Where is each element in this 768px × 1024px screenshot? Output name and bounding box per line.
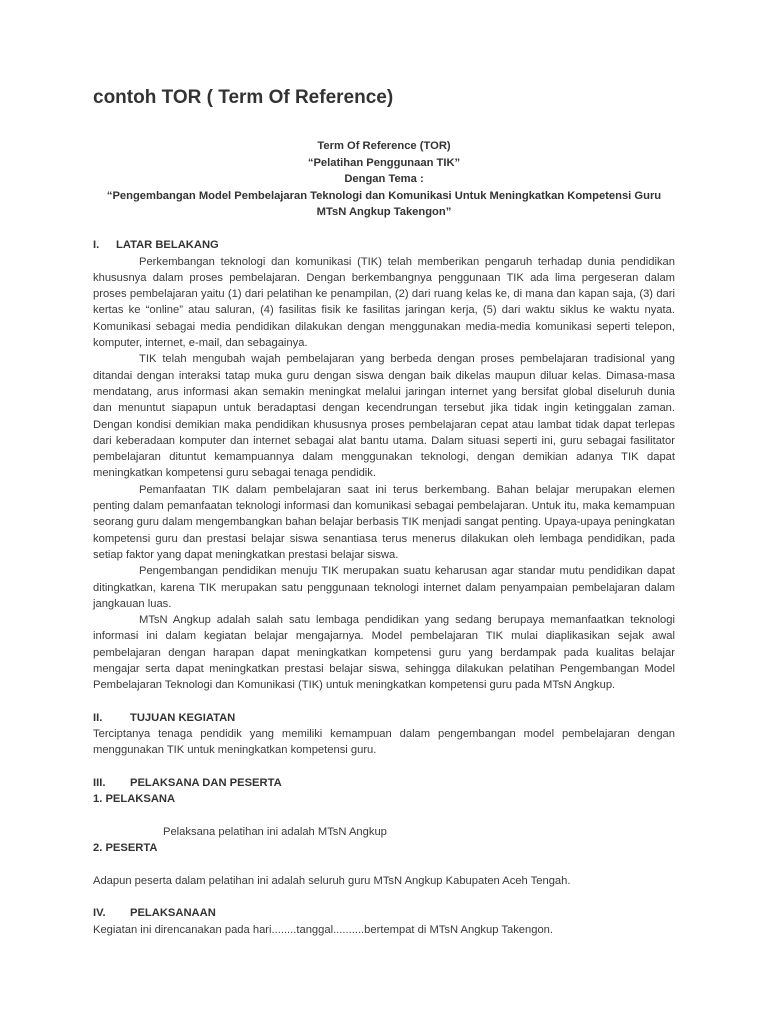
paragraph: Perkembangan teknologi dan komunikasi (TIK) telah memberikan pengaruh terhadap dunia pendidikan khususnya dalam proses pembelajaran. Dengan berkembangnya penggunaan TIK ada lima pergeseran dalam proses pembelajaran yaitu (1) dari pelatihan ke penampilan, (2) dari ruang kelas ke, di mana dan kapan saja, (3) dari kertas ke “online” atau saluran, (4) fasilitas fisik ke fasilitas jaringan kerja, (5) dari waktu siklus ke waktu nyata. Komunikasi sebagai media pendidikan dilakukan dengan menggunakan media-media komunikasi seperti telepon, komputer, internet, e-mail, dan sebagainya. <box>93 255 675 350</box>
section-number: I. <box>93 238 100 251</box>
section-heading-tujuan-kegiatan <box>93 710 675 727</box>
section-number: IV. <box>93 907 106 920</box>
section-heading-pelaksana-dan-peserta <box>93 775 675 792</box>
paragraph: Pengembangan pendidikan menuju TIK merupakan suatu keharusan agar standar mutu pendidikan dapat ditingkatkan, karena TIK merupakan satu penggunaan teknologi internet dalam penyampaian pembelajaran dalam jangkauan luas. <box>93 565 675 610</box>
paragraph: Terciptanya tenaga pendidik yang memiliki kemampuan dalam pengembangan model pembelajaran dengan menggunakan TIK untuk meningkatkan kompetensi guru. <box>93 728 675 757</box>
heading-line-1: Term Of Reference (TOR) <box>317 140 451 152</box>
paragraph: MTsN Angkup adalah salah satu lembaga pendidikan yang sedang berupaya memanfaatkan teknologi informasi ini dalam kegiatan belajar mengajarnya. Model pembelajaran TIK mulai diaplikasikan sejak awal pembelajaran dengan harapan dapat meningkatkan kompetensi guru yang berdampak pada kualitas belajar mengajar serta dapat meningkatkan prestasi belajar siswa, sehingga dilakukan pelatihan Pengembangan Model Pembelajaran Teknologi dan Komunikasi (TIK) untuk meningkatkan kompetensi guru pada MTsN Angkup. <box>93 614 675 692</box>
heading-line-4: “Pengembangan Model Pembelajaran Teknologi dan Komunikasi Untuk Meningkatkan Kompetensi Guru <box>106 189 662 202</box>
heading-line-3: Dengan Tema : <box>344 173 424 186</box>
section-title: LATAR BELAKANG <box>116 238 219 251</box>
section-title: PELAKSANA DAN PESERTA <box>130 776 282 789</box>
subsection-peserta: 2. PESERTA <box>93 842 158 855</box>
section-heading-pelaksanaan <box>93 905 675 922</box>
section-title: PELAKSANAAN <box>130 907 216 920</box>
section-heading-latar-belakang <box>93 237 675 254</box>
document-heading <box>93 138 675 221</box>
section-title: TUJUAN KEGIATAN <box>130 711 236 724</box>
paragraph: Adapun peserta dalam pelatihan ini adalah seluruh guru MTsN Angkup Kabupaten Aceh Tengah. <box>93 874 571 887</box>
page-title: contoh TOR ( Term Of Reference) <box>93 87 394 108</box>
paragraph: Kegiatan ini direncanakan pada hari........tanggal..........bertempat di MTsN Angkup Takengon. <box>93 923 554 936</box>
heading-line-5: MTsN Angkup Takengon” <box>316 206 452 219</box>
document-page <box>93 86 675 938</box>
paragraph: Pemanfaatan TIK dalam pembelajaran saat ini terus berkembang. Bahan belajar merupakan elemen penting dalam pemanfaatan teknologi informasi dan komunikasi sebagai pembelajaran. Untuk itu, maka kemampuan seorang guru dalam mengembangkan bahan belajar berbasis TIK menjadi sangat penting. Upaya-upaya peningkatan kompetensi guru dan prestasi belajar siswa senantiasa terus menerus dilakukan oleh lembaga pendidikan, pada setiap faktor yang dapat meningkatkan prestasi belajar siswa. <box>93 483 675 561</box>
subsection-pelaksana: 1. PELAKSANA <box>93 793 176 806</box>
heading-line-2: “Pelatihan Penggunaan TIK” <box>307 156 461 169</box>
section-number: III. <box>93 776 106 789</box>
section-number: II. <box>93 711 103 724</box>
paragraph: Pelaksana pelatihan ini adalah MTsN Angkup <box>163 825 387 838</box>
paragraph: TIK telah mengubah wajah pembelajaran yang berbeda dengan proses pembelajaran tradisional yang ditandai dengan interaksi tatap muka guru dengan siswa dengan baik dikelas maupun diluar kelas. Dimasa-masa mendatang, arus informasi akan semakin meningkat melalui jaringan internet yang bersifat global diseluruh dunia dan menuntut siapapun untuk beradaptasi dengan kecendrungan tersebut jika tidak ingin ketinggalan zaman. Dengan kondisi demikian maka pendidikan khususnya proses pembelajaran cepat atau lambat tidak dapat terlepas dari keberadaan komputer dan internet sebagai alat bantu utama. Dalam situasi seperti ini, guru sebagai fasilitator pembelajaran dituntut kemampuannya dalam menggunakan teknologi, dengan demikian adanya TIK dapat meningkatkan kompetensi guru sebagai tenaga pendidik. <box>93 353 675 480</box>
